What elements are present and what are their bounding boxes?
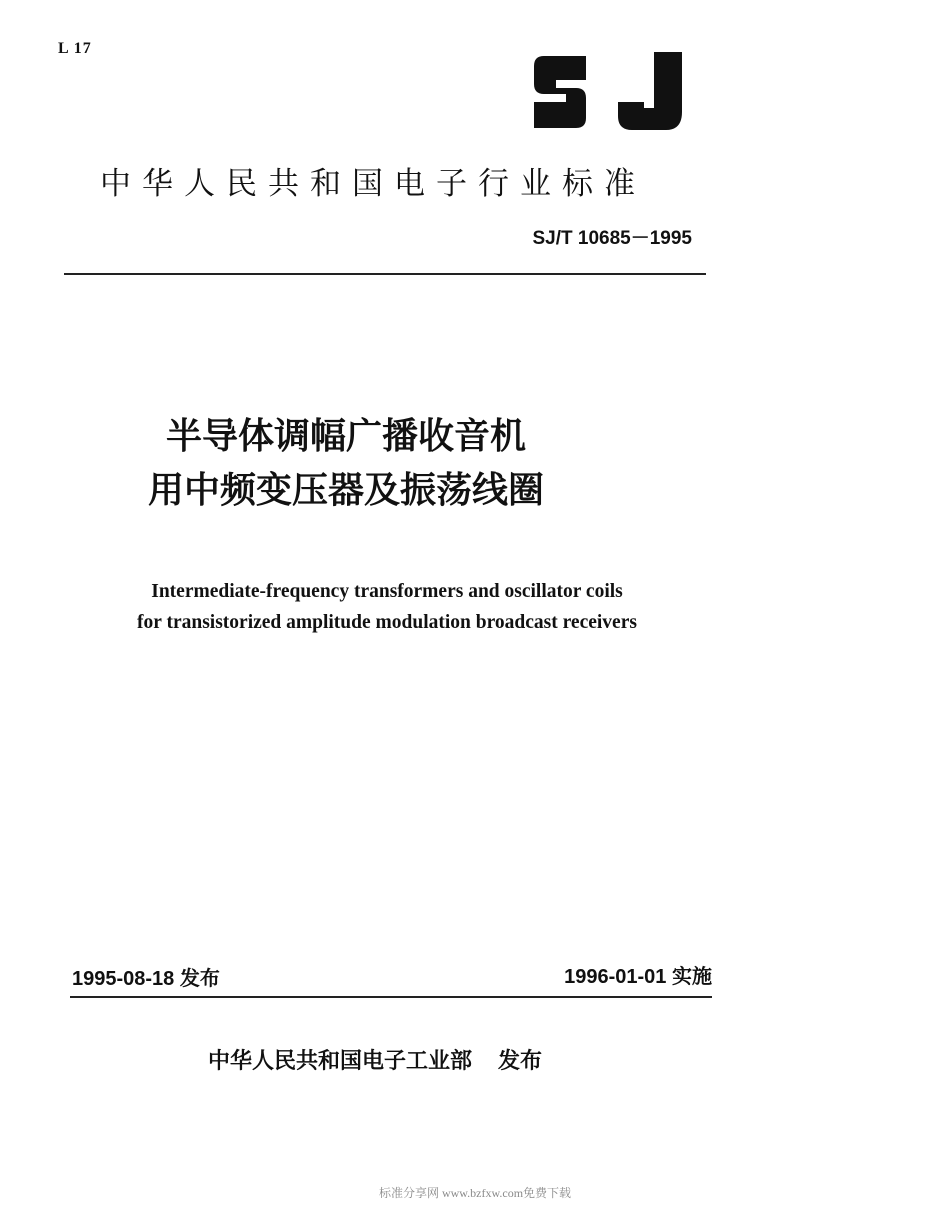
classification-code: L 17 — [58, 40, 92, 57]
logo-letter-j — [618, 52, 682, 130]
logo-letter-s — [534, 56, 586, 128]
implementation-date: 1996-01-01 实施 — [564, 966, 712, 988]
standard-number: SJ/T 10685－1995 — [532, 228, 692, 249]
issue-date: 1995-08-18 发布 — [72, 968, 220, 990]
bottom-divider — [70, 996, 712, 998]
publisher — [208, 1044, 542, 1075]
watermark: 标准分享网 www.bzfxw.com免费下载 — [378, 1186, 572, 1200]
english-title — [100, 576, 674, 638]
publisher-name: 中华人民共和国电子工业部 — [208, 1049, 473, 1074]
organization-title: 中华人民共和国电子行业标准 — [100, 166, 646, 202]
chinese-title-line1: 半导体调幅广播收音机 — [166, 416, 527, 457]
top-divider — [64, 273, 706, 275]
publisher-action: 发布 — [498, 1049, 543, 1074]
english-title-line2: for transistorized amplitude modulation broadcast receivers — [137, 612, 637, 633]
chinese-title-line2: 用中频变压器及振荡线圈 — [148, 470, 545, 511]
english-title-line1: Intermediate-frequency transformers and oscillator coils — [151, 581, 623, 602]
sj-logo — [530, 50, 692, 134]
chinese-title — [148, 410, 544, 518]
